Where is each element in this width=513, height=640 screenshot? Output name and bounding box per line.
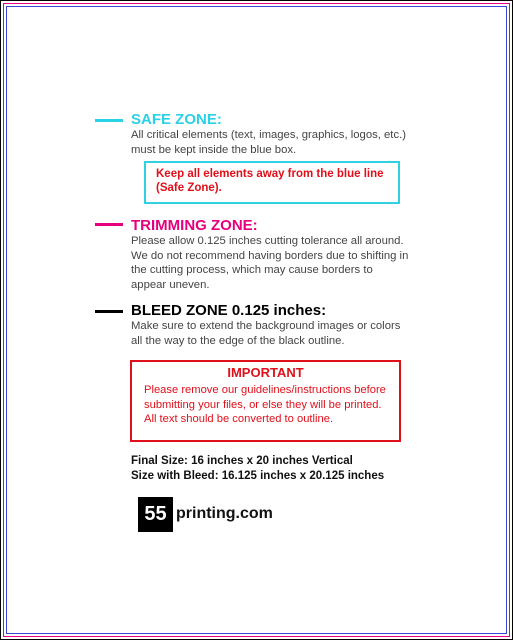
important-title: IMPORTANT [227, 365, 304, 380]
trimming-zone-description [131, 234, 408, 292]
trimming-zone-title: TRIMMING ZONE: [131, 217, 258, 234]
safe-zone-line: must be kept inside the blue box. [131, 143, 297, 156]
bleed-zone-description [131, 319, 400, 348]
trimming-zone-line: Please allow 0.125 inches cutting tolerance all around. [131, 235, 404, 247]
safe-box-line: Keep all elements away from the blue line [156, 168, 384, 180]
bleed-zone-legend-line [95, 310, 123, 313]
bleed-size: Size with Bleed: 16.125 inches x 20.125 inches [131, 469, 385, 482]
important-line: All text should be converted to outline. [144, 413, 334, 425]
safe-zone-title: SAFE ZONE: [131, 111, 222, 128]
logo-badge: 55 [138, 497, 173, 532]
safe-box-line: (Safe Zone). [156, 182, 222, 194]
safe-zone-legend-line [95, 119, 123, 122]
trimming-zone-line: appear uneven. [131, 278, 210, 291]
important-line: submitting your files, or else they will be printed. [144, 398, 382, 411]
bleed-zone-line: all the way to the edge of the black outline. [131, 334, 345, 347]
important-box [130, 360, 401, 442]
safe-zone-box-text [156, 167, 384, 195]
trimming-zone-line: We do not recommend having borders due to shifting in [131, 249, 409, 262]
final-size: Final Size: 16 inches x 20 inches Vertical [131, 455, 353, 467]
important-line: Please remove our guidelines/instructions before [144, 384, 386, 396]
bleed-zone-line: Make sure to extend the background images or colors [131, 320, 401, 332]
size-info [131, 454, 384, 483]
important-text [144, 383, 386, 427]
logo-text: printing.com [176, 505, 273, 522]
safe-zone-line: All critical elements (text, images, graphics, logos, etc.) [131, 129, 406, 141]
safe-zone-box [144, 161, 400, 204]
safe-zone-description [131, 128, 406, 157]
trimming-zone-legend-line [95, 223, 123, 226]
trimming-zone-line: the cutting process, which may cause borders to [131, 264, 373, 276]
bleed-zone-title: BLEED ZONE 0.125 inches: [131, 302, 327, 319]
